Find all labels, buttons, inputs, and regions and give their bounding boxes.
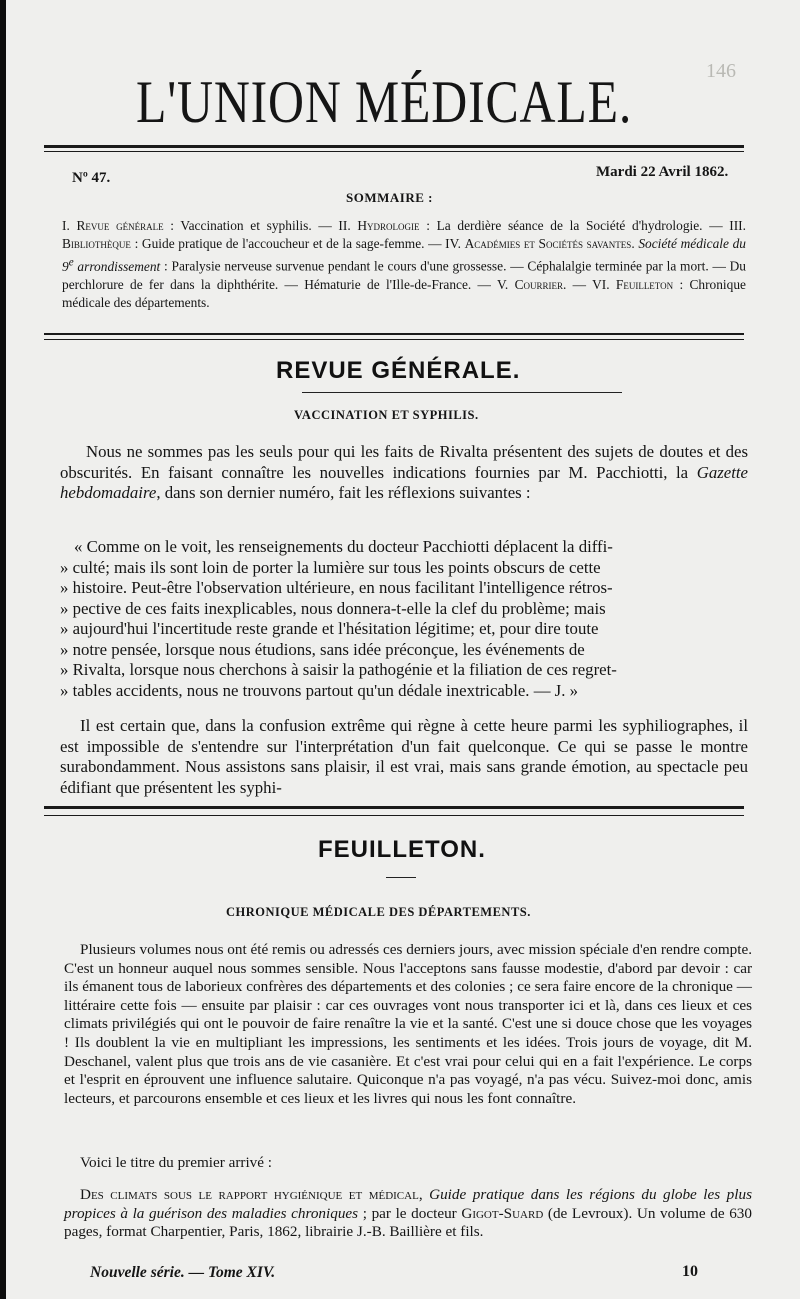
footer-series: Nouvelle série. — Tome XIV. — [90, 1264, 276, 1281]
feuilleton-subheading: CHRONIQUE MÉDICALE DES DÉPARTEMENTS. — [226, 905, 531, 919]
page-number-top: 146 — [706, 60, 736, 82]
section-rule-1a — [44, 333, 744, 335]
revue-heading-underline — [302, 392, 622, 393]
masthead-title: L'UNION MÉDICALE. — [136, 69, 633, 135]
feuilleton-paragraph-3-text: Des climats sous le rapport hygiénique et médical, Guide pratique dans les régions du globe les plus propices à la guérison des maladies chroniques ; par le docteur Gigot-Suard (de Levroux). Un volume de 630 pages, format Charpentier, Paris, 1862, librairie J.-B. Baillière et fils. — [64, 1186, 753, 1241]
quote-line: » histoire. Peut-être l'observation ultérieure, en nous facilitant l'intelligence rétros- — [60, 578, 613, 597]
footer-page: 10 — [682, 1263, 698, 1280]
issue-date: Mardi 22 Avril 1862. — [596, 164, 729, 180]
section-rule-1b — [44, 339, 744, 340]
revue-subheading: VACCINATION ET SYPHILIS. — [294, 408, 479, 422]
section-rule-2b — [44, 815, 744, 816]
issue-number: Nº 47. — [72, 170, 111, 186]
quote-line: « Comme on le voit, les renseignements du docteur Pacchiotti déplacent la diffi- — [74, 537, 613, 556]
section-rule-2a — [44, 806, 744, 809]
feuilleton-paragraph-1-text: Plusieurs volumes nous ont été remis ou adressés ces derniers jours, avec mission spéciale d'en rendre compte. C'est un honneur auquel nous sommes sensible. Nous l'acceptons sans fausse modestie, d'abord par devoir : car ils émanent tous de laborieux confrères des départements et des colonies ; ce sera faire encore de la chronique — littéraire cette fois — ensuite par plaisir : car ces ouvrages vont nous transporter ici et là, dans ces lieux et ces climats privilégiés qui ont le pouvoir de faire renaître la vie et la santé. C'est une si douce chose que les voyages ! Ils doublent la vie en multipliant les impressions, les sentiments et les idées. Trois jours de voyage, dit M. Deschanel, valent plus que trois ans de vie casanière. Et c'est vrai pour celui qui en a fait l'expérience. Le corps et l'esprit en éprouvent une influence salutaire. Quiconque n'a pas voyagé, n'a pas vécu. Suivez-moi donc, amis lecteurs, et parcourons ensemble et ces lieux et les livres qui nous les font connaître. — [64, 941, 752, 1107]
revue-quote — [60, 537, 748, 701]
quote-line: » tables accidents, nous ne trouvons partout qu'un dédale inextricable. — J. » — [60, 680, 578, 700]
quote-line: » culté; mais ils sont loin de porter la lumière sur tous les points obscurs de cette — [60, 557, 601, 577]
newspaper-page — [6, 0, 800, 1299]
feuilleton-heading: FEUILLETON. — [318, 836, 486, 863]
revue-paragraph-1 — [60, 442, 748, 504]
revue-paragraph-2-text: Il est certain que, dans la confusion extrême qui règne à cette heure parmi les syphiliographes, il est impossible de s'entendre sur l'interprétation d'un fait quelconque. Ce qui se passe le montre surabondamment. Nous assistons sans plaisir, il est vrai, mais sans grande émotion, au spectacle peu édifiant que présentent les syphi- — [60, 716, 748, 797]
feuilleton-heading-underline — [386, 877, 416, 878]
quote-line: » aujourd'hui l'incertitude reste grande et l'hésitation légitime; et, pour dire toute — [60, 619, 599, 638]
sommaire-text: I. Revue générale : Vaccination et syphilis. — II. Hydrologie : La derdière séance de la Société d'hydrologie. — III. Bibliothèque : Guide pratique de l'accoucheur et de la sage-femme. — IV. Académies et Sociétés savantes. Société médicale du 9e arrondissement : Paralysie nerveuse survenue pendant le cours d'une grossesse. — Céphalalgie terminée par la mort. — Du perchlorure de fer dans la diphthérite. — Hématurie de l'Ille-de-France. — V. Courrier. — VI. Feuilleton : Chronique médicale des départements. — [62, 218, 747, 311]
masthead-rule-thick — [44, 145, 744, 148]
quote-line: » Rivalta, lorsque nous cherchons à saisir la pathogénie et la filiation de ces regret- — [60, 660, 617, 679]
feuilleton-paragraph-1 — [64, 941, 752, 1108]
revue-paragraph-1-text: Nous ne sommes pas les seuls pour qui les faits de Rivalta présentent des sujets de doutes et des obscurités. En faisant connaître les nouvelles indications fournies par M. Pacchiotti, la Gazette hebdomadaire, dans son dernier numéro, fait les réflexions suivantes : — [60, 442, 748, 502]
revue-heading: REVUE GÉNÉRALE. — [276, 357, 521, 384]
quote-lines — [60, 537, 748, 701]
feuilleton-paragraph-2 — [64, 1154, 752, 1173]
sommaire-heading: SOMMAIRE : — [346, 190, 433, 205]
quote-line: » pective de ces faits inexplicables, nous donnera-t-elle la clef du problème; mais — [60, 598, 606, 618]
masthead-rule-thin — [44, 151, 744, 152]
feuilleton-paragraph-3 — [64, 1186, 752, 1242]
feuilleton-paragraph-2-text: Voici le titre du premier arrivé : — [80, 1154, 273, 1171]
quote-line: » notre pensée, lorsque nous étudions, sans idée préconçue, les événements de — [60, 639, 585, 659]
revue-paragraph-2 — [60, 716, 748, 798]
